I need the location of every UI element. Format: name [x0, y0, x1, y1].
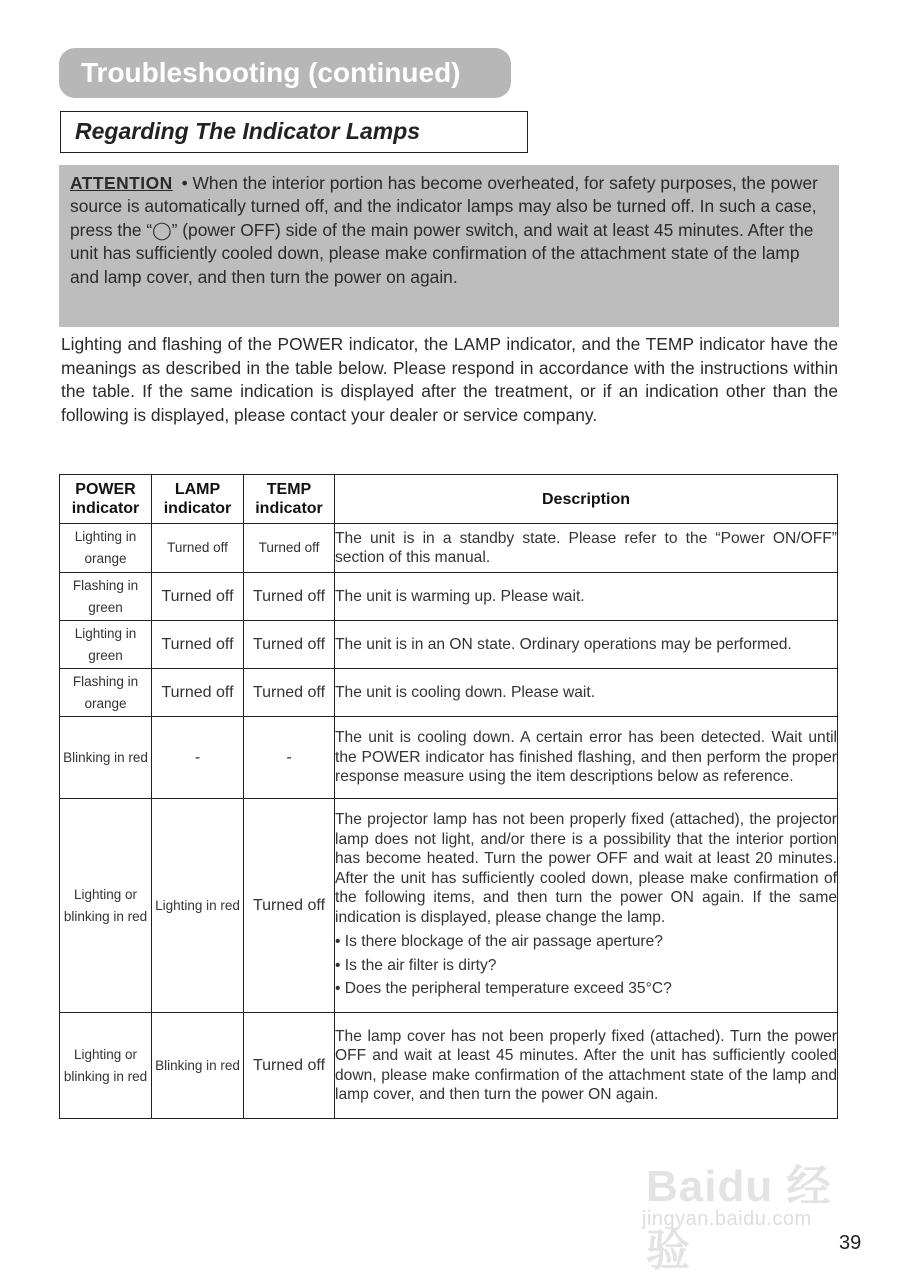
table-row [60, 1013, 838, 1119]
table-row [60, 799, 838, 1013]
description-cell: The unit is in an ON state. Ordinary operations may be performed. [335, 621, 838, 669]
lamp-cell: Turned off [152, 524, 244, 573]
power-cell: Flashing in orange [60, 669, 152, 717]
temp-cell: Turned off [244, 524, 335, 573]
lamp-cell: Lighting in red [152, 799, 244, 1013]
description-cell: The unit is warming up. Please wait. [335, 573, 838, 621]
header-temp: TEMP indicator [244, 475, 335, 524]
table-row [60, 621, 838, 669]
temp-cell: Turned off [244, 669, 335, 717]
power-cell: Lighting or blinking in red [60, 799, 152, 1013]
table-header-row [60, 475, 838, 524]
indicator-table [59, 474, 838, 1119]
attention-text: • When the interior portion has become overheated, for safety purposes, the power source is automatically turned off, and the indicator lamps may also be turned off. In such a case, press the “◯” (power OFF) side of the main power switch, and wait at least 45 minutes. After the unit has sufficiently cooled down, please make confirmation of the attachment state of the lamp and lamp cover, and then turn the power on again. [70, 173, 818, 287]
power-cell: Lighting or blinking in red [60, 1013, 152, 1119]
power-cell: Flashing in green [60, 573, 152, 621]
section-heading: Regarding The Indicator Lamps [60, 111, 528, 153]
header-lamp: LAMP indicator [152, 475, 244, 524]
watermark-url: jingyan.baidu.com [642, 1208, 812, 1230]
table-row [60, 524, 838, 573]
intro-paragraph: Lighting and flashing of the POWER indicator, the LAMP indicator, and the TEMP indicator have the meanings as described in the table below. Please respond in accordance with the instructions within the table. If the same indication is displayed after the treatment, or if an indication other than the following is displayed, please contact your dealer or service company. [61, 334, 838, 425]
power-cell: Lighting in green [60, 621, 152, 669]
lamp-cell: Turned off [152, 669, 244, 717]
baidu-watermark [636, 1150, 846, 1275]
power-cell: Lighting in orange [60, 524, 152, 573]
lamp-cell: - [152, 717, 244, 799]
description-cell [335, 799, 838, 1013]
checklist-item: • Does the peripheral temperature exceed 35°C? [335, 980, 672, 998]
lamp-cell: Turned off [152, 621, 244, 669]
checklist-item: • Is there blockage of the air passage aperture? [335, 933, 663, 951]
power-cell: Blinking in red [60, 717, 152, 799]
lamp-cell: Blinking in red [152, 1013, 244, 1119]
temp-cell: Turned off [244, 573, 335, 621]
header-power: POWER indicator [60, 475, 152, 524]
watermark-logo: Baidu 经验 [646, 1162, 832, 1275]
description-cell: The lamp cover has not been properly fixed (attached). Turn the power OFF and wait at least 45 minutes. After the unit has sufficiently cooled down, please make confirmation of the attachment state of the lamp and lamp cover, and then turn the power ON again. [335, 1013, 838, 1119]
attention-box [59, 165, 839, 327]
temp-cell: Turned off [244, 621, 335, 669]
temp-cell: Turned off [244, 1013, 335, 1119]
table-row [60, 717, 838, 799]
description-cell: The unit is cooling down. Please wait. [335, 669, 838, 717]
description-text: The projector lamp has not been properly fixed (attached), the projector lamp does not light, and/or there is a possibility that the interior portion has become heated. Turn the power OFF and wait at least 20 minutes. After the unit has sufficiently cooled down, please make confirmation of the following items, and then turn the power ON again. If the same indication is displayed, please change the lamp. [335, 811, 837, 926]
checklist-item: • Is the air filter is dirty? [335, 956, 497, 974]
page-title: Troubleshooting (continued) [59, 48, 511, 98]
attention-label: ATTENTION [70, 173, 173, 193]
temp-cell: - [244, 717, 335, 799]
table-row [60, 573, 838, 621]
page-number: 39 [839, 1232, 862, 1254]
header-description: Description [335, 475, 838, 524]
table-row [60, 669, 838, 717]
lamp-cell: Turned off [152, 573, 244, 621]
description-cell: The unit is cooling down. A certain error has been detected. Wait until the POWER indicator has finished flashing, and then perform the proper response measure using the item descriptions below as reference. [335, 717, 838, 799]
temp-cell: Turned off [244, 799, 335, 1013]
description-cell: The unit is in a standby state. Please refer to the “Power ON/OFF” section of this manual. [335, 524, 838, 573]
